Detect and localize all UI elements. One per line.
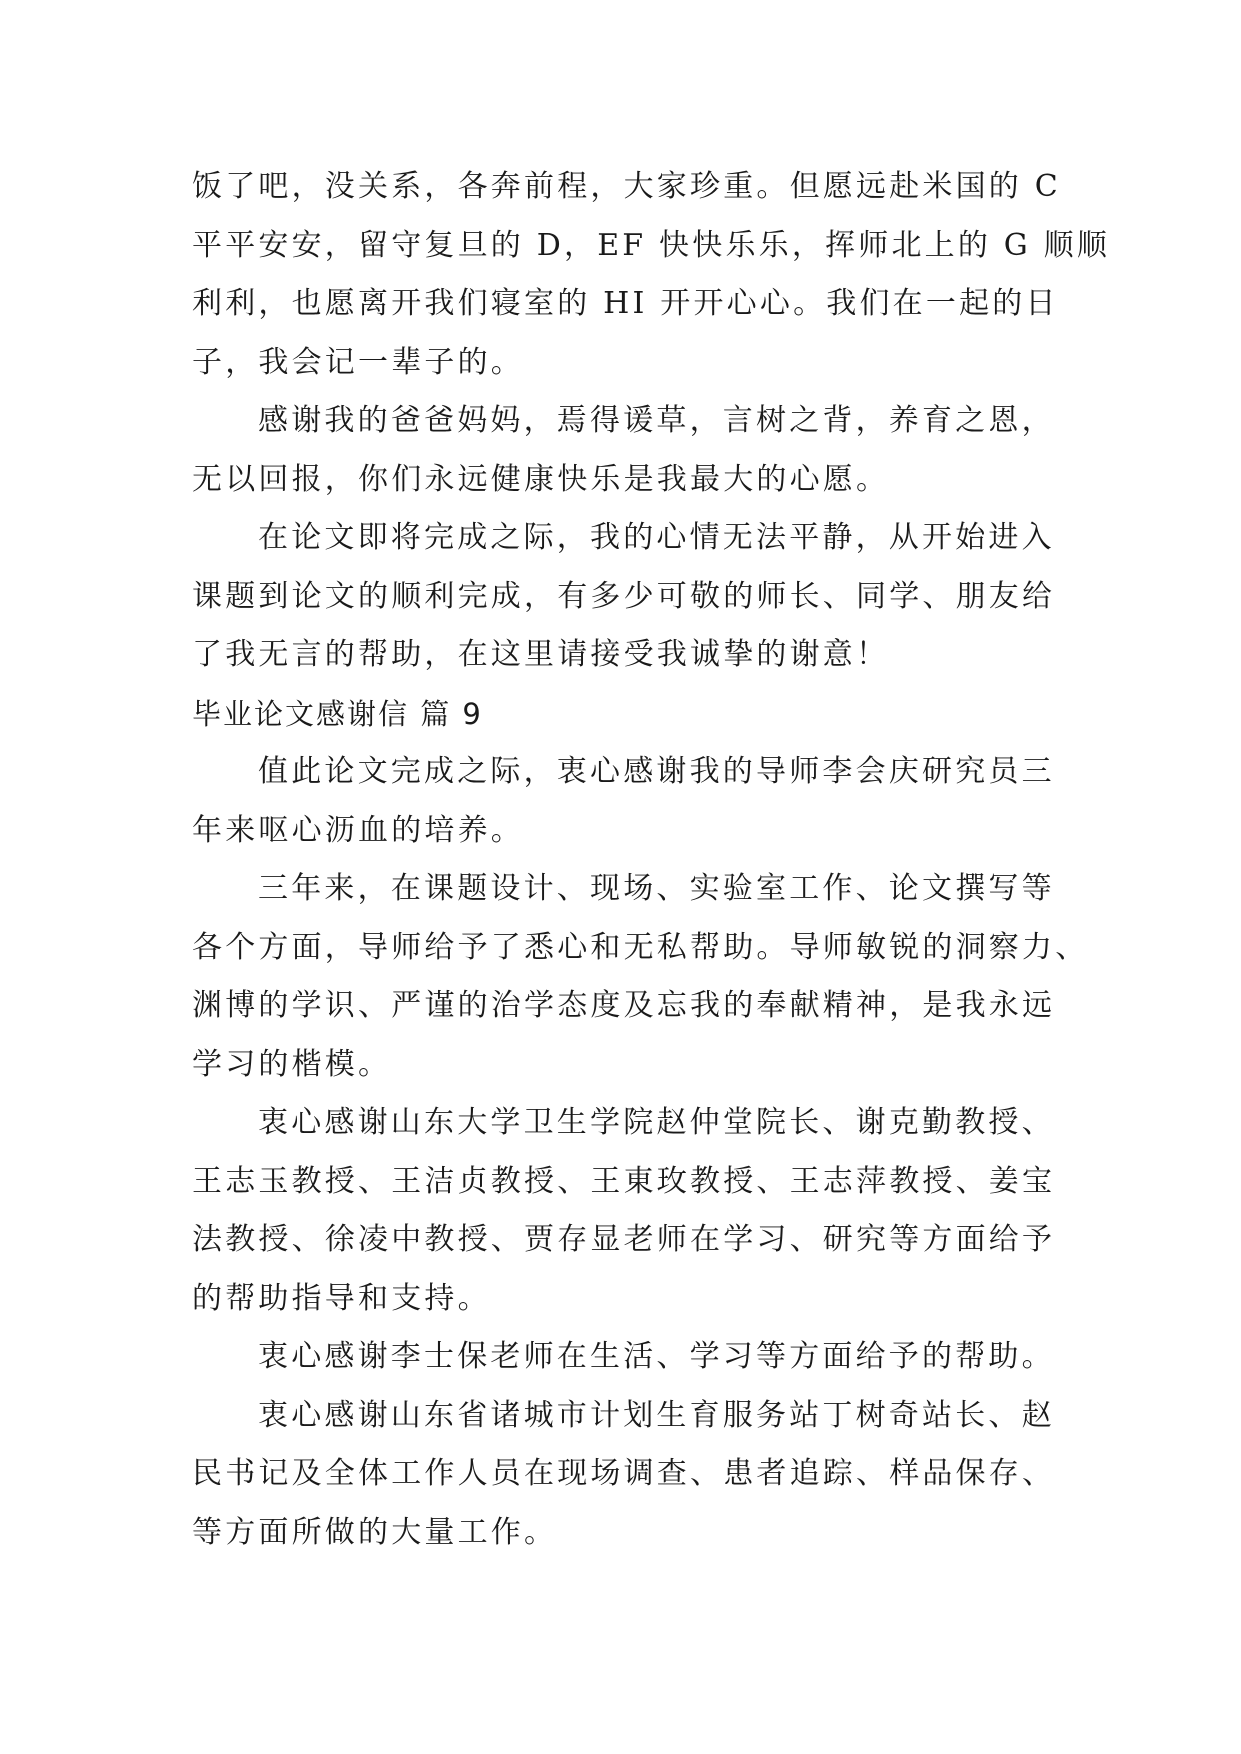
text-line: 饭了吧，没关系，各奔前程，大家珍重。但愿远赴米国的 C bbox=[192, 169, 1061, 204]
text-line: 王志玉教授、王洁贞教授、王東玫教授、王志萍教授、姜宝 bbox=[192, 1163, 1056, 1199]
text-line: 等方面所做的大量工作。 bbox=[192, 1514, 558, 1550]
section-title: 毕业论文感谢信 篇 9 bbox=[192, 696, 483, 731]
text-line: 衷心感谢山东大学卫生学院赵仲堂院长、谢克勤教授、 bbox=[258, 1105, 1055, 1140]
document-body bbox=[192, 158, 1111, 1562]
text-line: 衷心感谢山东省诸城市计划生育服务站丁树奇站长、赵 bbox=[258, 1397, 1055, 1433]
paragraph-advisor bbox=[192, 743, 1068, 860]
text-line: 感谢我的爸爸妈妈，焉得谖草，言树之背，养育之恩， bbox=[258, 403, 1055, 438]
text-line: 衷心感谢李士保老师在生活、学习等方面给予的帮助。 bbox=[258, 1339, 1055, 1374]
paragraph-three-years bbox=[192, 860, 1089, 1094]
text-line: 渊博的学识、严谨的治学态度及忘我的奉献精神，是我永远 bbox=[192, 988, 1056, 1023]
text-line: 子，我会记一辈子的。 bbox=[192, 344, 524, 380]
text-line: 在论文即将完成之际，我的心情无法平静，从开始进入 bbox=[258, 520, 1055, 555]
paragraph-service-station bbox=[192, 1387, 1068, 1563]
text-line: 值此论文完成之际，衷心感谢我的导师李会庆研究员三 bbox=[258, 754, 1055, 789]
text-line: 法教授、徐凌中教授、贾存显老师在学习、研究等方面给予 bbox=[192, 1222, 1056, 1257]
paragraph-parents bbox=[192, 392, 1068, 509]
paragraph-professors bbox=[192, 1094, 1068, 1328]
paragraph-teacher-li bbox=[192, 1328, 1068, 1387]
text-line: 各个方面，导师给予了悉心和无私帮助。导师敏锐的洞察力、 bbox=[192, 929, 1089, 965]
text-line: 课题到论文的顺利完成，有多少可敬的师长、同学、朋友给 bbox=[192, 578, 1056, 614]
text-line: 无以回报，你们永远健康快乐是我最大的心愿。 bbox=[192, 461, 890, 497]
paragraph-roommates bbox=[192, 158, 1111, 392]
paragraph-closing bbox=[192, 509, 1068, 685]
text-line: 学习的楷模。 bbox=[192, 1046, 392, 1082]
text-line: 三年来，在课题设计、现场、实验室工作、论文撰写等 bbox=[258, 871, 1055, 906]
section-heading bbox=[192, 685, 1068, 744]
text-line: 民书记及全体工作人员在现场调查、患者追踪、样品保存、 bbox=[192, 1456, 1056, 1491]
text-line: 了我无言的帮助，在这里请接受我诚挚的谢意！ bbox=[192, 637, 890, 672]
text-line: 的帮助指导和支持。 bbox=[192, 1280, 491, 1316]
text-line: 利利，也愿离开我们寝室的 HI 开开心心。我们在一起的日 bbox=[192, 286, 1059, 321]
text-line: 平平安安，留守复旦的 D，EF 快快乐乐，挥师北上的 G 顺顺 bbox=[192, 227, 1111, 263]
text-line: 年来呕心沥血的培养。 bbox=[192, 812, 524, 848]
